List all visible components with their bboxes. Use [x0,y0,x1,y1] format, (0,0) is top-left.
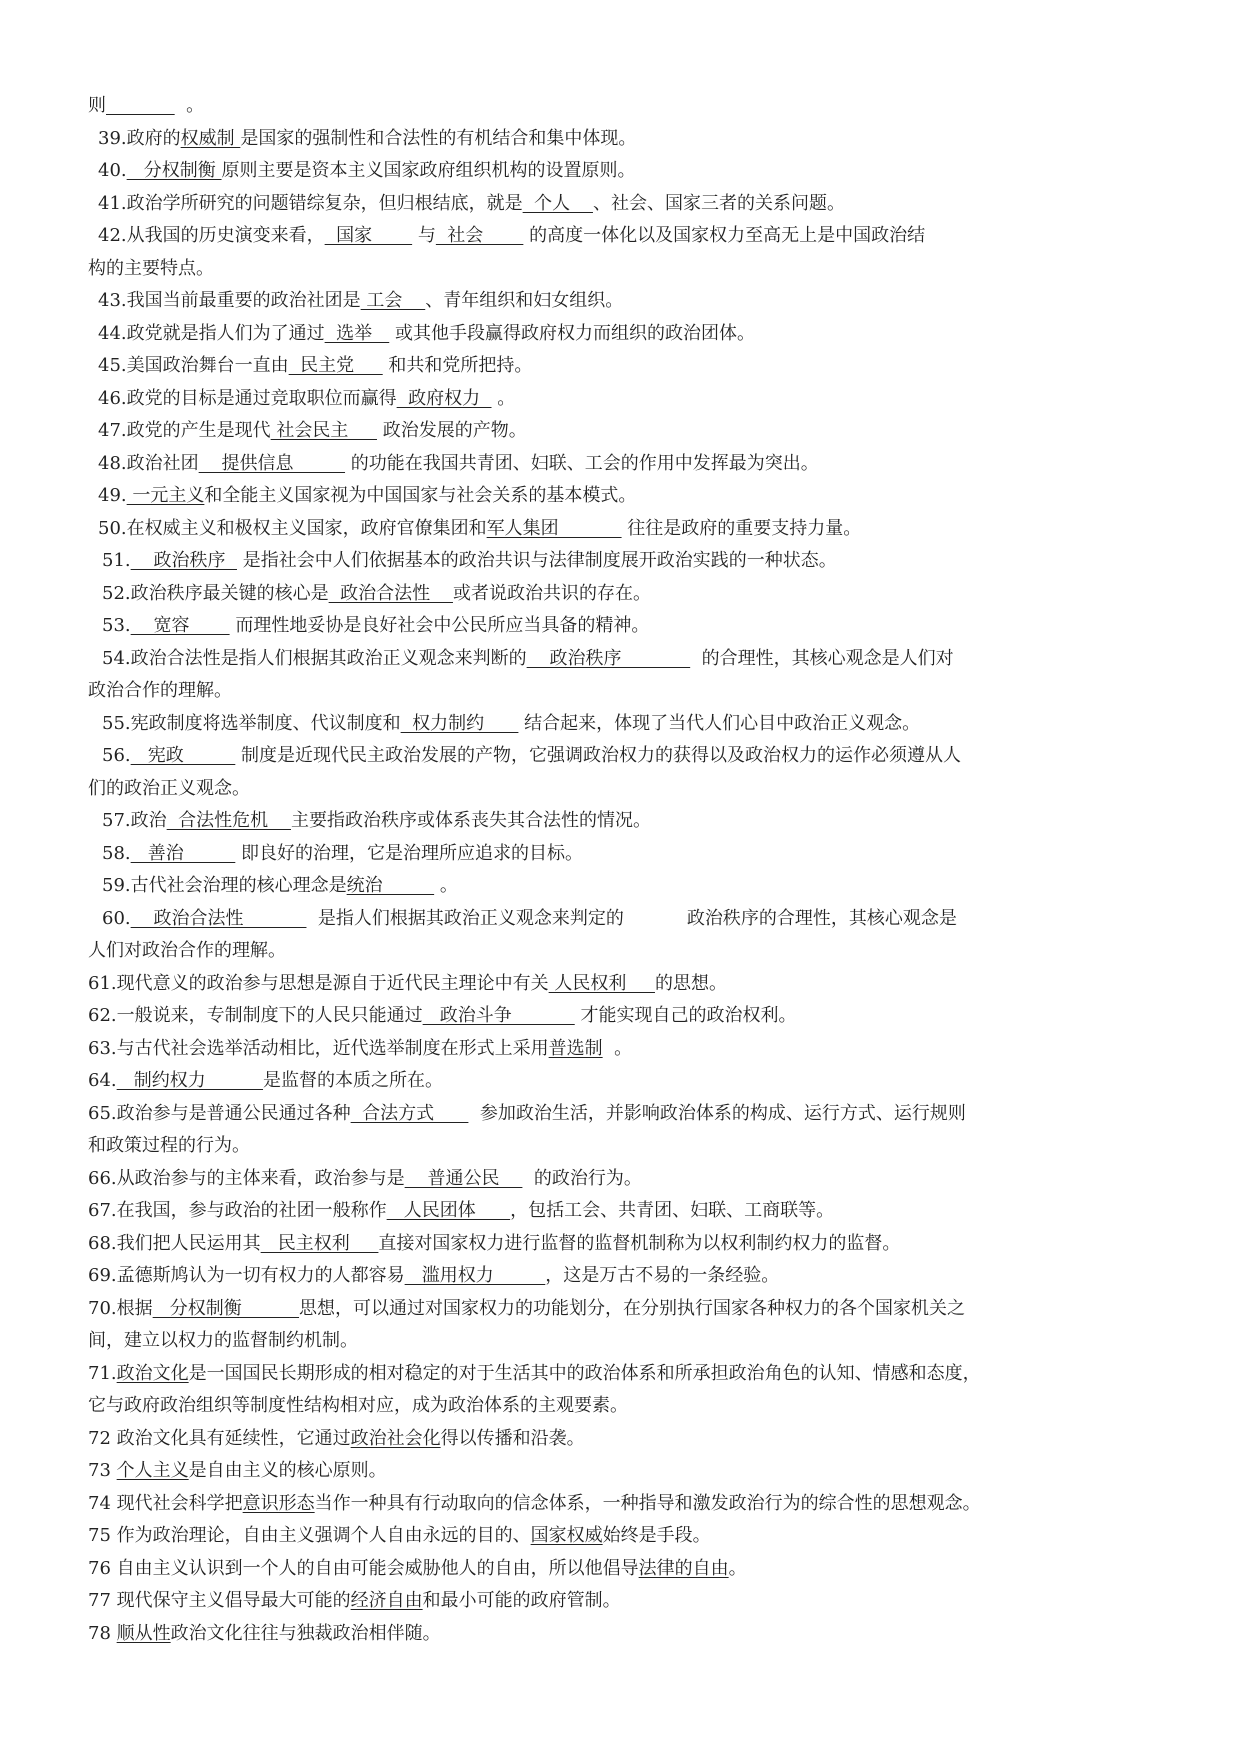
answer-blank: 社会 [435,225,524,246]
question-text: 的高度一体化以及国家权力至高无上是中国政治结 [523,225,926,246]
question-text: 是指社会中人们依据基本的政治共识与法律制度展开政治实践的一种状态。 [236,550,837,571]
answer-blank: 政治文化 [116,1362,189,1384]
question-line [88,1618,1173,1651]
question-text: 48.政治社团 [98,452,199,474]
question-line [88,188,1173,221]
question-text: 往往是政府的重要支持力量。 [621,517,862,539]
answer-blank: 政府权力 [396,387,492,409]
question-line [88,1000,1173,1033]
question-text: 70.根据 [88,1297,153,1319]
answer-blank: 普通公民 [404,1167,523,1189]
question-line [88,968,1173,1001]
question-line [88,1098,1173,1131]
question-text: 和最小可能的政府管制。 [422,1590,621,1611]
question-text: 得以传播和沿袭。 [440,1427,585,1449]
question-text: 政治文化往往与独裁政治相伴随。 [170,1622,441,1644]
question-text: 69.孟德斯鸠认为一切有权力的人都容易 [88,1265,405,1286]
question-text: 53. [102,615,131,636]
question-text: 们的政治正义观念。 [88,777,250,799]
question-text: 的合理性，其核心观念是人们对 [690,647,954,669]
question-text: 44.政党就是指人们为了通过 [98,322,325,344]
question-line [88,1033,1173,1066]
answer-blank [106,95,175,116]
question-line [88,545,1173,578]
answer-blank: 分权制衡 [126,160,222,181]
question-text: 51. [102,550,131,571]
answer-blank: 制约权力 [116,1070,264,1091]
question-text: 45.美国政治舞台一直由 [98,355,289,376]
question-text: 人们对政治合作的理解。 [88,940,286,961]
question-line [88,155,1173,188]
question-text: 才能实现自己的政治权利。 [574,1005,797,1026]
question-line [88,1293,1173,1326]
question-text: 参加政治生活，并影响政治体系的构成、运行方式、运行规则 [468,1102,966,1124]
answer-blank: 意识形态 [242,1492,315,1514]
answer-blank: 国家 [324,225,413,246]
question-text: 是自由主义的核心原则。 [188,1460,387,1481]
answer-blank: 宽容 [130,615,230,636]
question-text: 它与政府政治组织等制度性结构相对应，成为政治体系的主观要素。 [88,1395,628,1416]
question-text: 间，建立以权力的监督制约机制。 [88,1330,358,1351]
question-text: 。 [434,875,458,896]
question-text: 、青年组织和妇女组织。 [425,290,624,311]
answer-blank: 提供信息 [198,452,346,474]
question-text: 72 政治文化具有延续性，它通过 [88,1427,351,1449]
question-text: 原则主要是资本主义国家政府组织机构的设置原则。 [221,160,636,181]
answer-blank: 政治合法性 [328,582,453,604]
answer-blank: 法律的自由 [638,1557,729,1579]
question-line [88,1325,1173,1358]
question-text: 41.政治学所研究的问题错综复杂，但归根结底，就是 [98,192,523,214]
question-line [88,285,1173,318]
answer-blank: 普选制 [548,1037,603,1059]
question-text: 、社会、国家三者的关系问题。 [592,192,845,214]
answer-blank: 选举 [324,322,390,344]
answer-blank: 合法方式 [350,1102,469,1124]
question-text: 则 [88,95,106,116]
answer-blank: 人民权利 [548,972,655,994]
question-text: 65.政治参与是普通公民通过各种 [88,1102,351,1124]
question-line [88,1488,1173,1521]
question-text: 61.现代意义的政治参与思想是源自于近代民主理论中有关 [88,972,549,994]
question-text: 46.政党的目标是通过竞取职位而赢得 [98,387,397,409]
question-text: 。 [174,95,205,116]
question-text: 即良好的治理，它是治理所应追求的目标。 [235,842,584,864]
question-line [88,253,1173,286]
question-text: 的功能在我国共青团、妇联、工会的作用中发挥最为突出。 [345,452,819,474]
answer-blank: 个人 [522,192,593,214]
question-text: ，这是万古不易的一条经验。 [545,1265,780,1286]
question-text: 而理性地妥协是良好社会中公民所应当具备的精神。 [229,615,650,636]
question-text: 与 [412,225,436,246]
question-text: 66.从政治参与的主体来看，政治参与是 [88,1167,405,1189]
question-text: 政治发展的产物。 [376,420,527,441]
question-text: 39.政府的 [98,127,181,149]
answer-blank: 合法性危机 [166,810,291,831]
question-text: 55.宪政制度将选举制度、代议制度和 [102,712,401,734]
question-line [88,1390,1173,1423]
answer-blank: 人民团体 [386,1200,511,1221]
answer-blank: 分权制衡 [152,1297,300,1319]
question-text: 76 自由主义认识到一个人的自由可能会威胁他人的自由，所以他倡导 [88,1557,639,1579]
question-text: 和全能主义国家视为中国国家与社会关系的基本模式。 [204,485,637,506]
answer-blank: 滥用权力 [404,1265,546,1286]
question-text: 59.古代社会治理的核心理念是 [102,875,347,896]
question-text: 制度是近现代民主政治发展的产物，它强调政治权力的获得以及政治权力的运作必须遵从人 [235,745,962,766]
question-line [88,1520,1173,1553]
question-line [88,870,1173,903]
question-text: 68.我们把人民运用其 [88,1232,261,1254]
question-text: 是国家的强制性和合法性的有机结合和集中体现。 [240,127,637,149]
question-text: 是监督的本质之所在。 [263,1070,444,1091]
answer-blank: 一元主义 [126,485,205,506]
question-text: 50.在权威主义和极权主义国家，政府官僚集团和 [98,517,487,539]
answer-blank: 民主党 [288,355,383,376]
question-text: 56. [102,745,131,766]
question-text: 40. [98,160,127,181]
question-line [88,643,1173,676]
question-line [88,1423,1173,1456]
question-text: 42.从我国的历史演变来看， [98,225,325,246]
question-text: 的思想。 [654,972,727,994]
question-text: 57.政治 [102,810,167,831]
answer-blank: 社会民主 [270,420,377,441]
question-text: 77 现代保守主义倡导最大可能的 [88,1590,351,1611]
question-line [88,90,1173,123]
question-line [88,1130,1173,1163]
question-line [88,610,1173,643]
answer-blank: 权威制 [180,127,241,149]
answer-blank: 军人集团 [486,517,622,539]
question-text: 当作一种具有行动取向的信念体系，一种指导和激发政治行为的综合性的思想观念。 [314,1492,981,1514]
question-line [88,1260,1173,1293]
question-line [88,415,1173,448]
question-text: 62.一般说来，专制制度下的人民只能通过 [88,1005,423,1026]
question-text: 和政策过程的行为。 [88,1135,250,1156]
answer-blank: 经济自由 [350,1590,423,1611]
question-line [88,513,1173,546]
question-line [88,1228,1173,1261]
question-line [88,1065,1173,1098]
question-line [88,1195,1173,1228]
answer-blank: 国家权威 [530,1525,603,1546]
question-line [88,123,1173,156]
question-text: 和共和党所把持。 [382,355,533,376]
question-line [88,935,1173,968]
question-text: 47.政党的产生是现代 [98,420,271,441]
question-text: 。 [602,1037,633,1059]
question-text: 75 作为政治理论，自由主义强调个人自由永远的目的、 [88,1525,531,1546]
answer-blank: 政治斗争 [422,1005,575,1026]
answer-blank: 政治社会化 [350,1427,441,1449]
question-line [88,350,1173,383]
question-text: 。 [491,387,516,409]
answer-blank: 民主权利 [260,1232,379,1254]
question-line [88,578,1173,611]
question-line [88,1455,1173,1488]
question-line [88,773,1173,806]
question-line [88,805,1173,838]
answer-blank: 政治合法性 [130,907,307,929]
question-line [88,740,1173,773]
question-line [88,1163,1173,1196]
question-text: 是指人们根据其政治正义观念来判定的 政治秩序的合理性，其核心观念是 [306,907,957,929]
question-text: 主要指政治秩序或体系丧失其合法性的情况。 [290,810,651,831]
question-text: 78 [88,1622,117,1644]
question-text: 60. [102,907,131,929]
question-text: 63.与古代社会选举活动相比，近代选举制度在形式上采用 [88,1037,549,1059]
document-page [88,90,1173,1650]
question-line [88,1358,1173,1391]
question-text: ，包括工会、共青团、妇联、工商联等。 [510,1200,835,1221]
answer-blank: 权力制约 [400,712,519,734]
question-text: 是一国国民长期形成的相对稳定的对于生活其中的政治体系和所承担政治角色的认知、情感和态度， [188,1362,981,1384]
question-text: 直接对国家权力进行监督的监督机制称为以权利制约权力的监督。 [378,1232,901,1254]
question-line [88,708,1173,741]
question-text: 64. [88,1070,117,1091]
question-text: 构的主要特点。 [88,257,214,279]
answer-blank: 政治秩序 [526,647,691,669]
question-text: 73 [88,1460,117,1481]
question-text: 。 [728,1557,747,1579]
question-text: 54.政治合法性是指人们根据其政治正义观念来判断的 [102,647,527,669]
question-text: 74 现代社会科学把 [88,1492,243,1514]
question-text: 52.政治秩序最关键的核心是 [102,582,329,604]
question-text: 的政治行为。 [522,1167,642,1189]
question-line [88,1585,1173,1618]
question-line [88,838,1173,871]
answer-blank: 善治 [130,842,236,864]
question-text: 结合起来，体现了当代人们心目中政治正义观念。 [518,712,921,734]
answer-blank: 顺从性 [116,1622,171,1644]
question-text: 43.我国当前最重要的政治社团是 [98,290,361,311]
answer-blank: 工会 [360,290,426,311]
question-text: 67.在我国，参与政治的社团一般称作 [88,1200,387,1221]
question-line [88,383,1173,416]
question-line [88,220,1173,253]
answer-blank: 政治秩序 [130,550,237,571]
question-text: 始终是手段。 [602,1525,711,1546]
question-line [88,1553,1173,1586]
question-text: 政治合作的理解。 [88,680,232,701]
question-line [88,448,1173,481]
question-line [88,903,1173,936]
question-text: 或者说政治共识的存在。 [452,582,651,604]
answer-blank: 统治 [346,875,435,896]
question-text: 49. [98,485,127,506]
question-text: 或其他手段赢得政府权力而组织的政治团体。 [389,322,755,344]
question-text: 思想，可以通过对国家权力的功能划分，在分别执行国家各种权力的各个国家机关之 [299,1297,966,1319]
answer-blank: 宪政 [130,745,236,766]
question-line [88,480,1173,513]
question-text: 58. [102,842,131,864]
question-text: 71. [88,1362,117,1384]
answer-blank: 个人主义 [116,1460,189,1481]
question-line [88,318,1173,351]
question-line [88,675,1173,708]
